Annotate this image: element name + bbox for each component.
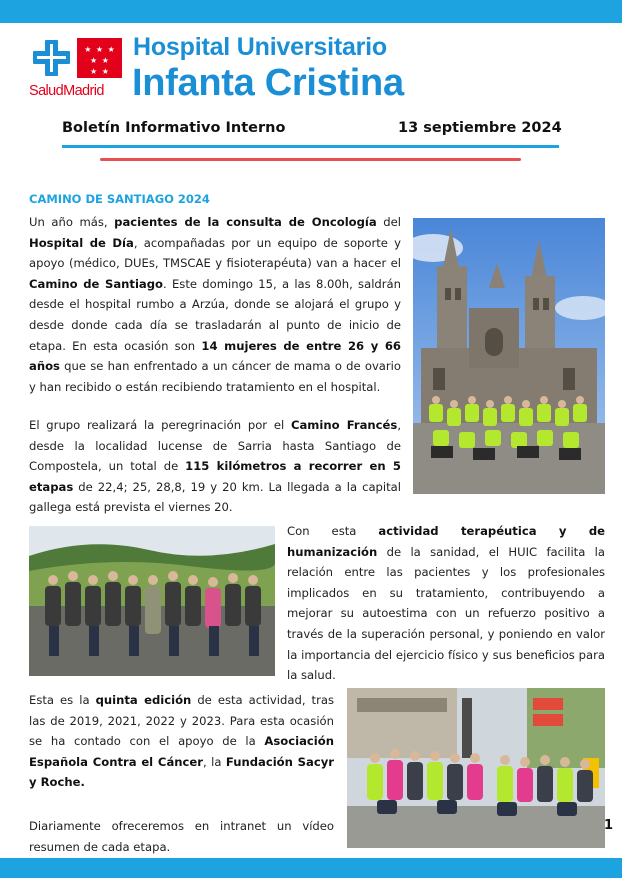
paragraph-intro [29, 212, 401, 397]
text-run: Un año más, [29, 215, 115, 229]
paragraph-therapy [287, 521, 605, 686]
text-run-bold: Camino Francés [290, 418, 398, 432]
section-title: CAMINO DE SANTIAGO 2024 [29, 192, 210, 206]
salud-madrid-logo [29, 36, 125, 102]
health-cross-icon [29, 38, 74, 78]
text-run: , acompañadas por un equipo de soporte y apoyo (médico, DUEs, TMSCAE y fisioterapéuta) van a hacer el [29, 235, 401, 271]
text-run: Con esta [287, 524, 379, 538]
text-run: de 22,4; 25, 28,8, 19 y 20 km. La llegada a la capital gallega está prevista el viernes 20. [29, 479, 401, 515]
text-run: del [376, 215, 401, 229]
paragraph-video: Diariamente ofreceremos en intranet un vídeo resumen de cada etapa. [29, 819, 334, 854]
logo-text: SaludMadrid [29, 83, 104, 99]
bulletin-title: Boletín Informativo Interno [62, 120, 286, 136]
text-run-bold: quinta edición [95, 693, 192, 707]
text-run: Esta es la [29, 693, 96, 707]
hills-group-photo [29, 526, 275, 676]
text-run: de la sanidad, el HUIC facilita la relación entre las pacientes y los profesionales implicados en su tratamiento, contribuyendo a mejorar su autoestima con un refuerzo positivo a través de la superación personal, y poniendo en valor la importancia del ejercicio físico y sus beneficios para la salud. [287, 544, 605, 683]
paragraph-route [29, 415, 401, 518]
text-run: El grupo realizará la peregrinación por el [29, 418, 291, 432]
bulletin-date: 13 septiembre 2024 [398, 120, 562, 136]
text-run-bold: Camino de Santiago [29, 276, 164, 291]
top-color-bar [0, 0, 622, 23]
page-number: 1 [604, 818, 614, 833]
text-run-bold: actividad terapéutica y de humanización [287, 524, 605, 559]
text-run-bold: Fundación Sacyr y Roche. [29, 754, 334, 790]
text-run: , desde la localidad lucense de Sarria hasta Santiago de Compostela, un total de [29, 418, 401, 474]
madrid-flag-icon: ★ ★ ★ ★ ★ ★ ★ [77, 38, 122, 78]
text-run: . Este domingo 15, a las 8.00h, saldrán desde el hospital rumbo a Arzúa, donde se alojará el grupo y desde donde cada día se trasladarán al punto de inicio de etapa. En esta ocasión son [29, 276, 401, 353]
bottom-color-bar [0, 858, 622, 878]
text-run: , la [202, 754, 226, 769]
hospital-name-line1: Hospital Universitario [133, 33, 387, 61]
paragraph-edition [29, 690, 334, 793]
text-run-bold: 14 mujeres de entre 26 y 66 años [29, 338, 401, 374]
hospital-name-line2: Infanta Cristina [132, 62, 404, 104]
text-run: que se han enfrentado a un cáncer de mama o de ovario y han recibido o están recibiendo tratamiento en el hospital. [29, 359, 401, 394]
text-run-bold: 115 kilómetros a recorrer en 5 etapas [29, 459, 401, 494]
text-run: de esta actividad, tras las de 2019, 2021, 2022 y 2023. Para esta ocasión se ha contado con el apoyo de la [29, 693, 334, 749]
header-divider-red [100, 158, 521, 161]
text-run-bold: pacientes de la consulta de Oncología [114, 215, 377, 229]
text-run-bold: Hospital de Día [29, 235, 134, 250]
cathedral-group-photo [413, 218, 605, 494]
text-run-bold: Asociación Española Contra el Cáncer [29, 734, 334, 769]
street-group-photo [347, 688, 605, 848]
header-divider-blue [62, 145, 559, 148]
